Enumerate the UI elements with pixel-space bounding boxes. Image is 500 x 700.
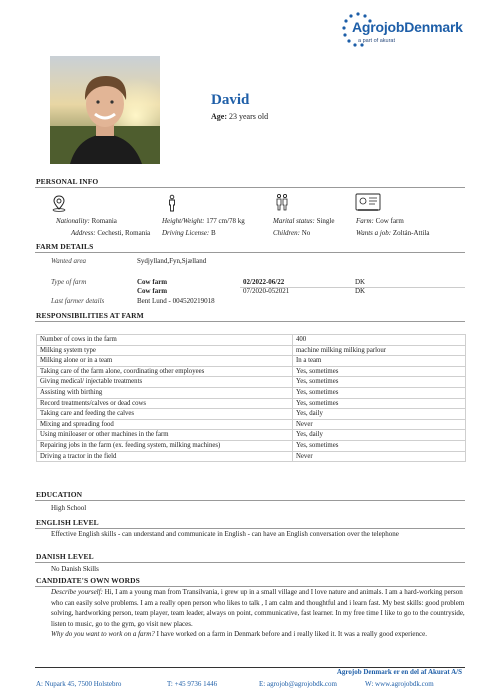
responsibility-value: Never [293,451,466,462]
farm-period-2: 07/2020-052021 [243,287,290,295]
responsibility-value: Yes, sometimes [293,440,466,451]
candidate-age [211,112,268,121]
responsibility-label: Mixing and spreading food [37,419,293,430]
marital-row [273,216,334,226]
responsibility-value: machine milking milking parlour [293,345,466,356]
age-value: 23 years old [229,112,269,121]
table-row [37,398,466,409]
children-row [273,228,310,238]
farm-job-icon [355,193,381,213]
footer-address: A: Nupark 45, 7500 Holstebro [36,680,122,688]
table-row [37,356,466,367]
farm-details-heading: FARM DETAILS [36,242,94,251]
nationality-value: Romania [91,217,117,225]
responsibility-label: Giving medical/ injectable treatments [37,377,293,388]
table-row [37,387,466,398]
table-row [37,366,466,377]
responsibility-label: Record treatments/calves or dead cows [37,398,293,409]
divider [35,562,465,563]
farm-type-2: Cow farm [137,287,168,295]
height-label: Height/Weight: [162,217,205,225]
responsibility-value: In a team [293,356,466,367]
brand-tagline: a part of akurat [358,38,395,44]
agrojob-logo [338,10,468,52]
own-words-text [51,587,467,640]
divider [35,500,465,501]
height-row [162,216,245,226]
responsibility-value: Yes, daily [293,430,466,441]
farm-period-1: 02/2022-06/22 [243,278,285,286]
divider [35,321,465,322]
marital-label: Marital status: [273,217,315,225]
responsibility-label: Taking care of the farm alone, coordinating other employees [37,366,293,377]
children-value: No [301,229,311,237]
address-label: Address: [71,229,96,237]
table-row [37,345,466,356]
family-icon [273,193,291,211]
footer-company: Agrojob Denmark er en del af Akurat A/S [336,668,462,676]
candidate-name: David [211,92,250,108]
divider [240,287,465,288]
brand-name: AgrojobDenmark [352,19,463,35]
responsibility-value: 400 [293,335,466,346]
table-row [37,409,466,420]
table-row [37,451,466,462]
farm-value: Cow farm [375,217,404,225]
describe-question: Describe yourself: [51,588,103,596]
divider [35,187,465,188]
why-farm-answer: I have worked on a farm in Denmark before and i really liked it. It was a really good experience. [154,630,427,638]
license-row [162,228,216,238]
type-of-farm-label: Type of farm [51,278,87,286]
responsibility-label: Taking care and feeding the calves [37,409,293,420]
wants-label: Wants a job: [356,229,392,237]
danish-heading: DANISH LEVEL [36,552,94,561]
wanted-area-value: Sydjylland,Fyn,Sjælland [137,257,207,265]
wants-value: Zoltán-Attila [392,229,430,237]
marital-value: Single [316,217,335,225]
footer-website[interactable]: W: www.agrojobdk.com [365,680,434,688]
wanted-area-label: Wanted area [51,257,87,265]
responsibility-label: Assisting with birthing [37,387,293,398]
nationality-row [56,216,117,226]
english-value: Effective English skills - can understand and communicate in English - can have an English conversation over the telephone [51,530,399,538]
responsibility-label: Repairing jobs in the farm (ex. feeding system, milking machines) [37,440,293,451]
farm-country-1: DK [355,278,366,286]
responsibility-value: Never [293,419,466,430]
last-farmer-label: Last farmer details [51,297,105,305]
license-value: B [211,229,216,237]
table-row [37,430,466,441]
children-label: Children: [273,229,300,237]
responsibility-value: Yes, sometimes [293,398,466,409]
responsibility-value: Yes, daily [293,409,466,420]
candidate-photo [50,56,160,164]
farm-country-2: DK [355,287,366,295]
education-heading: EDUCATION [36,490,83,499]
english-heading: ENGLISH LEVEL [36,518,99,527]
responsibility-value: Yes, sometimes [293,387,466,398]
footer-phone: T: +45 9736 1446 [167,680,218,688]
responsibility-label: Milking alone or in a team [37,356,293,367]
divider [35,252,465,253]
farm-label: Farm: [356,217,374,225]
responsibilities-heading: RESPONSIBILITIES AT FARM [36,311,144,320]
farm-row [356,216,404,226]
describe-answer: Hi, I am a young man from Transilvania, i grew up in a small village and I love nature and animals. I am a hard-working person who can easily solve problems. I am a really open person who likes to talk , I am calm and thoughtful and i learn fast. My best skills: good problem solving, hardworking person, team player, team leader, always on point, communicative, fast learner. In my free time I like to go to the countryside, listen to music, go to the gym, go visit new places. [51,588,465,628]
height-value: 177 cm/78 kg [206,217,245,225]
license-label: Driving License: [162,229,210,237]
responsibility-value: Yes, sometimes [293,366,466,377]
age-label: Age: [211,112,227,121]
danish-value: No Danish Skills [51,565,99,573]
table-row [37,377,466,388]
address-row [71,228,150,238]
responsibility-label: Number of cows in the farm [37,335,293,346]
wants-row [356,228,429,238]
own-words-heading: CANDIDATE'S OWN WORDS [36,576,140,585]
table-row [37,335,466,346]
table-row [37,419,466,430]
responsibility-label: Milking system type [37,345,293,356]
responsibility-value: Yes, sometimes [293,377,466,388]
person-height-icon [163,194,181,212]
nationality-label: Nationality: [56,217,90,225]
education-value: High School [51,504,87,512]
farm-type-1: Cow farm [137,278,168,286]
responsibilities-table [36,334,466,462]
table-row [37,440,466,451]
responsibility-label: Driving a tractor in the field [37,451,293,462]
personal-info-heading: PERSONAL INFO [36,177,99,186]
why-farm-question: Why do you want to work on a farm? [51,630,155,638]
last-farmer-value: Bent Lund - 004520219018 [137,297,215,305]
address-value: Cechesti, Romania [97,229,151,237]
footer-email[interactable]: E: agrojob@agrojobdk.com [259,680,337,688]
responsibility-label: Using miniloaser or other machines in the farm [37,430,293,441]
nationality-pin-icon [50,194,68,212]
